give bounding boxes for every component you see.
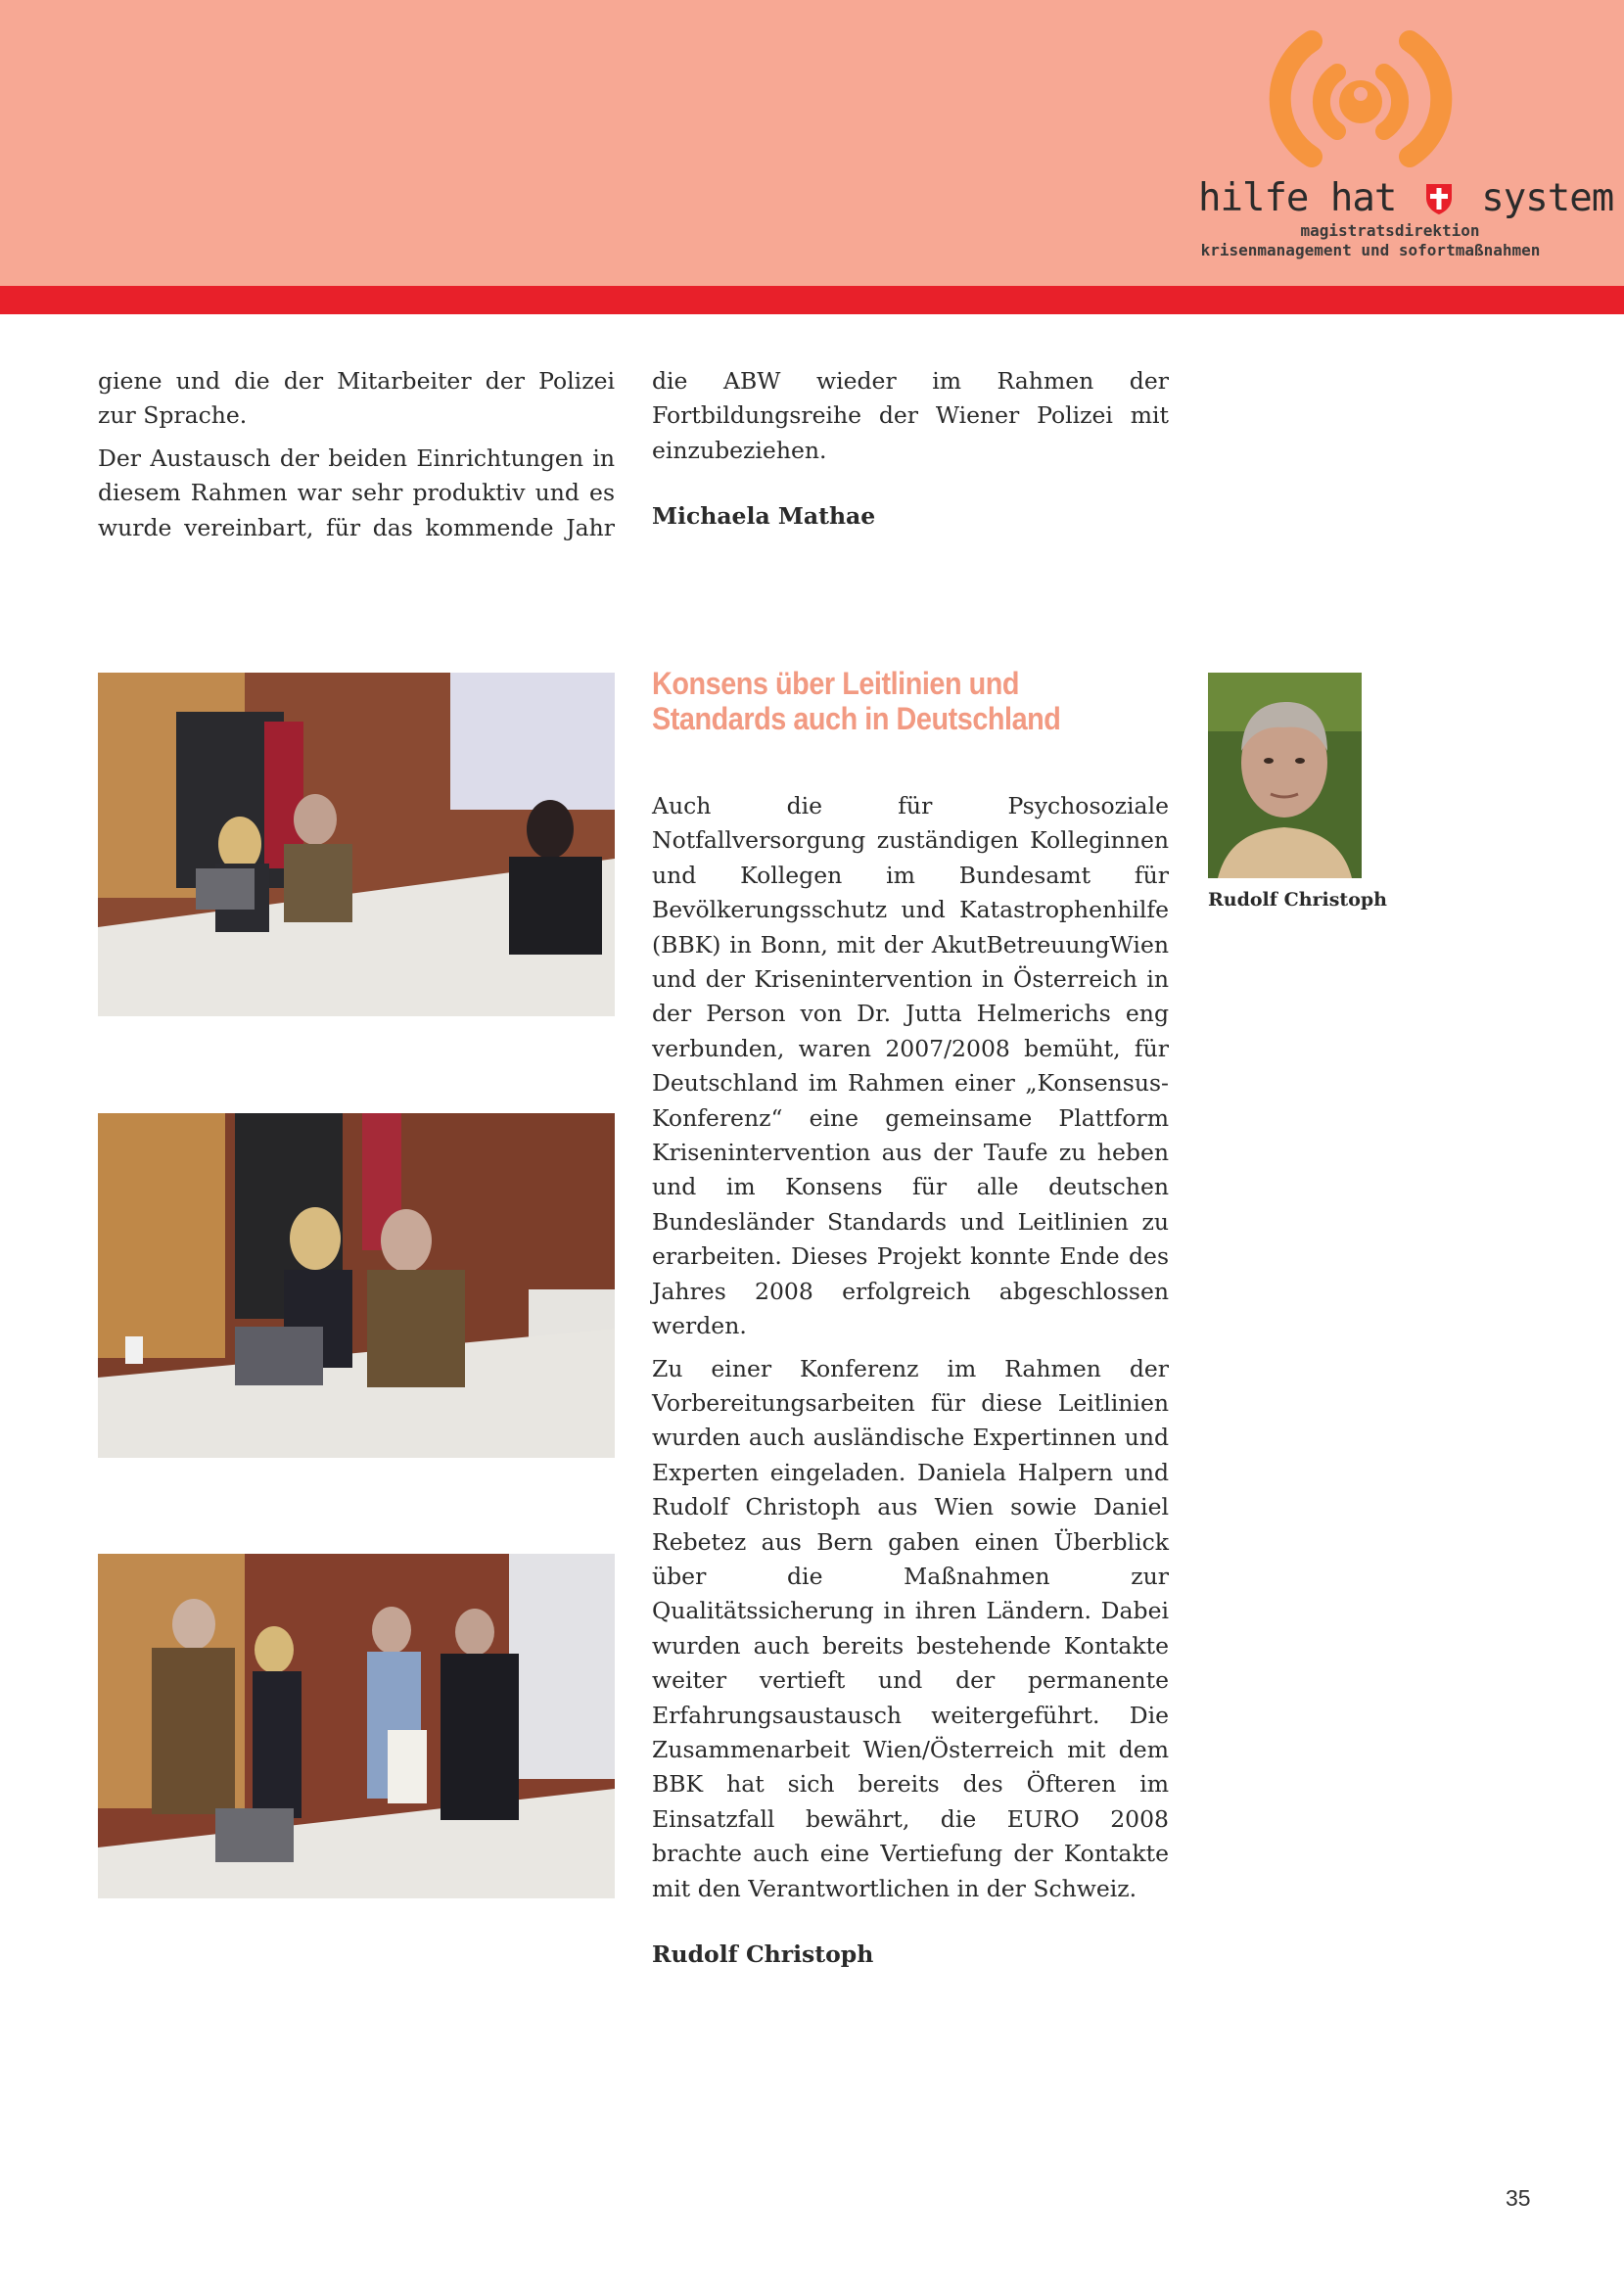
conference-photo-3: [98, 1554, 615, 1898]
hilfe-hat-system-logo: [1184, 29, 1614, 264]
portrait-caption: Rudolf Christoph: [1208, 889, 1387, 911]
logo-wordmark-left: hilfe hat: [1198, 176, 1397, 220]
logo-wordmark: [1198, 174, 1614, 220]
logo-wordmark-right: system: [1481, 176, 1614, 220]
article-author: Rudolf Christoph: [652, 1940, 874, 1968]
portrait-photo: [1208, 673, 1362, 878]
logo-subtitle-2: krisenmanagement und sofortmaßnahmen: [1200, 241, 1541, 259]
logo-subtitle-1: magistratsdirektion: [1300, 221, 1480, 240]
top-left-column: [98, 364, 615, 553]
vienna-shield-icon: [1424, 182, 1454, 215]
top-right-column: [652, 364, 1169, 542]
article-heading: Konsens über Leitlinien und Standards auch in Deutschland: [652, 666, 1061, 736]
broadcast-signal-icon: [1243, 29, 1478, 186]
article-paragraph-2: Zu einer Konferenz im Rahmen der Vorbereitungsarbeiten für diese Leitlinien wurden auch ausländische Expertinnen und Experten eingeladen. Daniela Halpern und Rudolf Christoph aus Wien sowie Daniel Rebetez aus Bern gaben einen Überblick über die Maßnahmen zur Qualitätssicherung in ihren Ländern. Dabei wurden auch bereits bestehende Kontakte weiter vertieft und der permanente Erfahrungsaustausch weitergeführt. Die Zusammenarbeit Wien/Österreich mit dem BBK hat sich bereits des Öfteren im Einsatzfall bewährt, die EURO 2008 brachte auch eine Vertiefung der Kontakte mit den Verantwortlichen in der Schweiz.: [652, 1354, 1169, 1902]
article-paragraph-1: Auch die für Psychosoziale Notfallversorgung zuständigen Kolleginnen und Kollegen im Bundesamt für Bevölkerungsschutz und Katastrophenhilfe (BBK) in Bonn, mit der AkutBetreuungWien und der Krisenintervention in Österreich in der Person von Dr. Jutta Helmerichs eng verbunden, waren 2007/2008 bemüht, für Deutschland im Rahmen einer „Konsensus-Konferenz“ eine gemeinsame Plattform Krisenintervention aus der Taufe zu heben und im Konsens für alle deutschen Bundesländer Standards und Leitlinien zu erarbeiten. Dieses Projekt konnte Ende des Jahres 2008 erfolgreich abgeschlossen werden.: [652, 792, 1169, 1340]
top-left-paragraph-1: giene und die der Mitarbeiter der Polizei zur Sprache.: [98, 367, 615, 430]
top-author: Michaela Mathae: [652, 502, 876, 531]
article-body: [652, 789, 1169, 1980]
header-red-stripe: [0, 286, 1624, 314]
top-right-paragraph-1: die ABW wieder im Rahmen der Fortbildungsreihe der Wiener Polizei mit einzubeziehen.: [652, 367, 1169, 464]
top-left-paragraph-2: Der Austausch der beiden Einrichtungen in diesem Rahmen war sehr produktiv und es wurde vereinbart, für das kommende Jahr: [98, 444, 615, 541]
conference-photo-2: [98, 1113, 615, 1458]
page-number: 35: [1506, 2185, 1531, 2211]
conference-photo-1: [98, 673, 615, 1016]
